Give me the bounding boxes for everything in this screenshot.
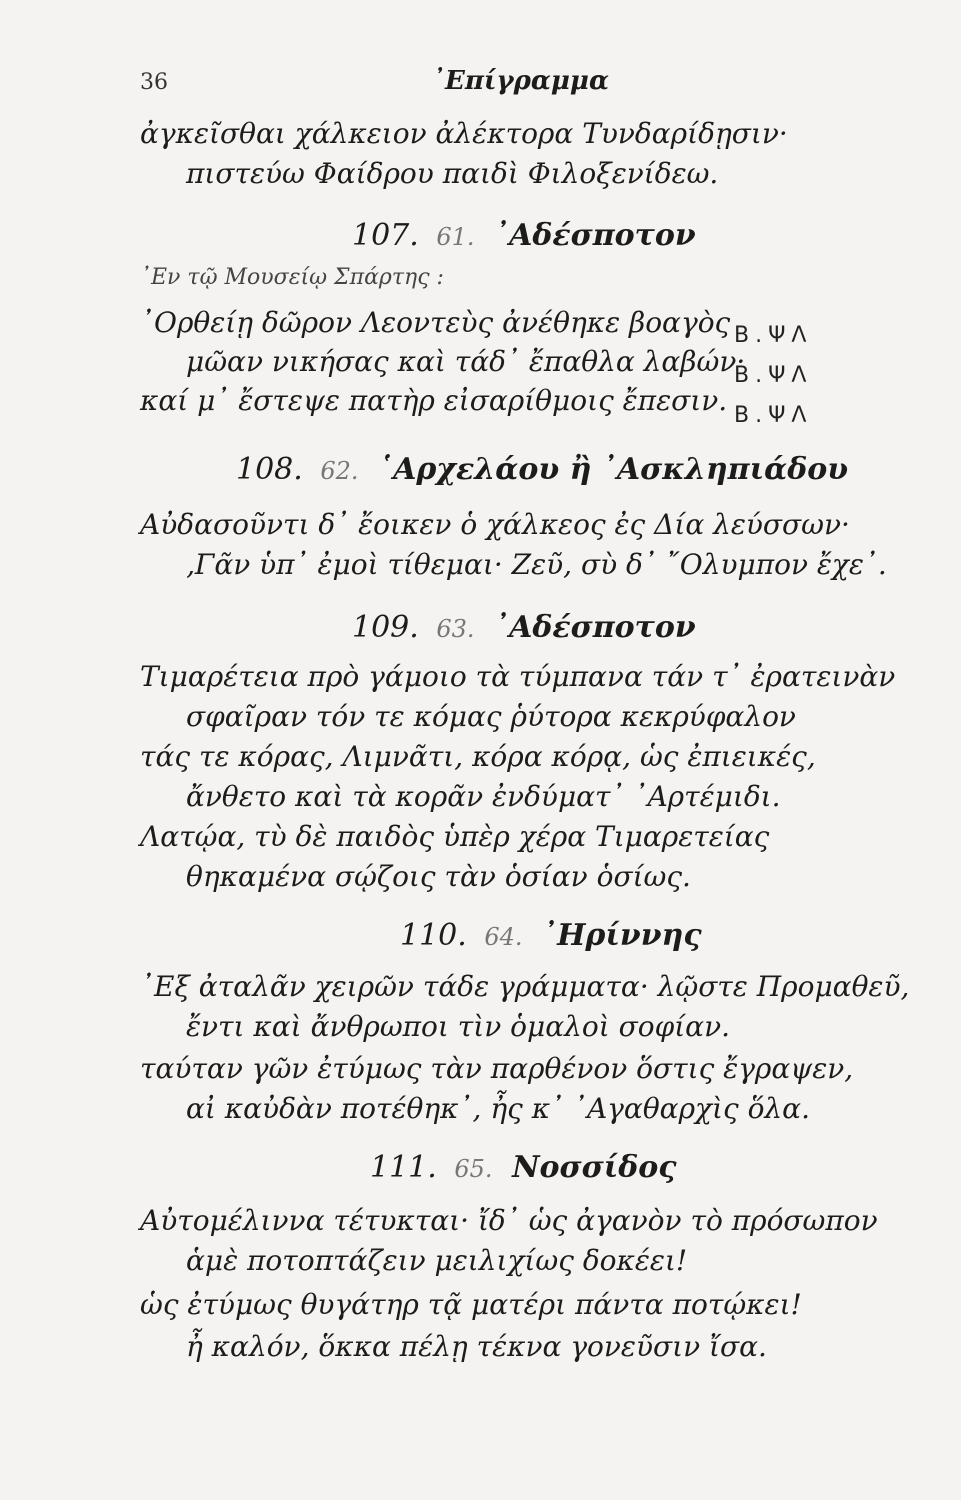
- verse-line: ‚Γᾶν ὑπ᾿ ἐμοὶ τίθεμαι· Ζεῦ, σὺ δ᾿ ῎Ολυμπον ἔχε᾿.: [186, 548, 887, 581]
- poem-heading: [400, 918, 702, 955]
- running-title: ᾿Επίγραμμα: [432, 66, 609, 96]
- verse-line: ταύταν γῶν ἐτύμως τὰν παρθένον ὅστις ἔγραψεν,: [140, 1052, 854, 1085]
- poem-author: ῾Αρχελάου ἢ ᾿Ασκληπιάδου: [378, 452, 849, 487]
- verse-line: μῶαν νικήσας καὶ τάδ᾿ ἔπαθλα λαβών·: [186, 345, 746, 378]
- poem-heading: [352, 218, 696, 255]
- poem-number: 111.: [370, 1150, 437, 1185]
- poem-reference: 64.: [484, 923, 523, 951]
- poem-reference: 63.: [436, 615, 475, 643]
- poem-author: ᾿Αδέσποτον: [494, 610, 696, 645]
- page-header: [0, 66, 961, 106]
- continuation-line-2: πιστεύω Φαίδρου παιδὶ Φιλοξενίδεω.: [186, 157, 719, 190]
- verse-line: Αὐτομέλιννα τέτυκται· ἴδ᾿ ὡς ἀγανὸν τὸ πρόσωπον: [140, 1204, 878, 1237]
- poem-number: 107.: [352, 218, 419, 253]
- margin-mark: B.ΨΛ: [734, 363, 813, 388]
- page-number: 36: [140, 70, 168, 95]
- poem-author: ᾿Αδέσποτον: [494, 218, 696, 253]
- verse-line: ἄνθετο καὶ τὰ κορᾶν ἐνδύματ᾿ ᾿Αρτέμιδι.: [186, 780, 781, 813]
- poem-reference: 65.: [454, 1155, 493, 1183]
- verse-line: θηκαμένα σῴζοις τὰν ὁσίαν ὁσίως.: [186, 860, 691, 893]
- margin-mark: B.ΨΛ: [734, 403, 813, 428]
- poem-number: 109.: [352, 610, 419, 645]
- poem-author: ᾿Ηρίννης: [542, 918, 702, 953]
- verse-line: ἦ καλόν, ὅκκα πέλῃ τέκνα γονεῦσιν ἴσα.: [186, 1330, 767, 1363]
- verse-line: ᾿Ορθείῃ δῶρον Λεοντεὺς ἀνέθηκε βοαγὸς: [140, 306, 731, 339]
- verse-line: ἁμὲ ποτοπτάζειν μειλιχίως δοκέει!: [186, 1244, 688, 1277]
- poem-heading: [236, 452, 848, 489]
- verse-line: Τιμαρέτεια πρὸ γάμοιο τὰ τύμπανα τάν τ᾿ ἐρατεινὰν: [140, 660, 896, 693]
- verse-line: Αὐδασοῦντι δ᾿ ἔοικεν ὁ χάλκεος ἐς Δία λεύσσων·: [140, 508, 850, 541]
- poem-number: 108.: [236, 452, 303, 487]
- verse-line: ὡς ἐτύμως θυγάτηρ τᾷ ματέρι πάντα ποτῴκει!: [140, 1288, 802, 1321]
- poem-reference: 61.: [436, 223, 475, 251]
- poem-note: ᾿Εν τῷ Μουσείῳ Σπάρτης :: [140, 265, 444, 290]
- verse-line: Λατῴα, τὺ δὲ παιδὸς ὑπὲρ χέρα Τιμαρετείας: [140, 820, 770, 853]
- verse-line: τάς τε κόρας, Λιμνᾶτι, κόρα κόρᾳ, ὡς ἐπιεικές,: [140, 740, 816, 773]
- margin-mark: B.ΨΛ: [734, 323, 813, 348]
- verse-line: σφαῖραν τόν τε κόμας ῥύτορα κεκρύφαλον: [186, 700, 796, 733]
- poem-heading: [352, 610, 696, 647]
- poem-number: 110.: [400, 918, 467, 953]
- verse-line: ᾿Εξ ἀταλᾶν χειρῶν τάδε γράμματα· λῷστε Προμαθεῦ,: [140, 970, 910, 1003]
- poem-heading: [370, 1150, 677, 1187]
- poem-author: Νοσσίδος: [512, 1150, 677, 1185]
- poem-reference: 62.: [320, 457, 359, 485]
- verse-line: ἔντι καὶ ἄνθρωποι τὶν ὁμαλοὶ σοφίαν.: [186, 1010, 731, 1043]
- verse-line: αἰ καὐδὰν ποτέθηκ᾿, ἦς κ᾿ ᾿Αγαθαρχὶς ὅλα.: [186, 1092, 810, 1125]
- verse-line: καί μ᾿ ἔστεψε πατὴρ εἰσαρίθμοις ἔπεσιν.: [140, 384, 728, 417]
- continuation-line-1: ἀγκεῖσθαι χάλκειον ἀλέκτορα Τυνδαρίδῃσιν·: [140, 117, 788, 150]
